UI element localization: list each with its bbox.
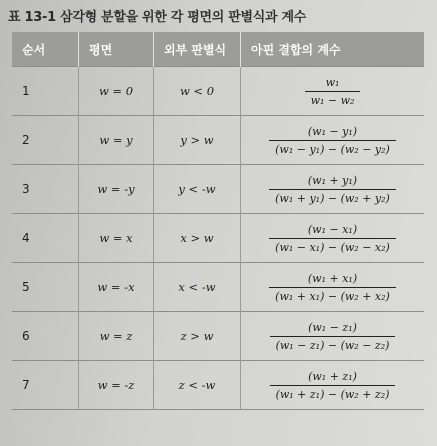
coefficient-fraction [269, 125, 396, 156]
discriminant-cell: x > w [154, 214, 241, 263]
header-discriminant: 외부 판별식 [154, 32, 241, 67]
fraction-numerator: (w₁ + x₁) [307, 271, 358, 285]
table-row [12, 361, 424, 410]
fraction-denominator: (w₁ + y₁) − (w₂ + y₂) [269, 189, 396, 205]
table-caption [8, 6, 306, 25]
fraction-denominator: (w₁ + x₁) − (w₂ + x₂) [269, 287, 396, 303]
coefficient-fraction [269, 272, 396, 303]
order-cell: 3 [12, 165, 79, 214]
discriminant-cell: z > w [154, 312, 241, 361]
fraction-denominator: (w₁ − x₁) − (w₂ − x₂) [269, 238, 396, 254]
coefficient-cell [241, 165, 425, 214]
discriminant-cell: x < -w [154, 263, 241, 312]
coefficient-cell [241, 116, 425, 165]
fraction-denominator: (w₁ + z₁) − (w₂ + z₂) [270, 385, 396, 401]
discriminant-table [12, 32, 424, 410]
header-order: 순서 [12, 32, 79, 67]
fraction-denominator: (w₁ − z₁) − (w₂ − z₂) [270, 336, 396, 352]
fraction-numerator: (w₁ + y₁) [307, 173, 358, 187]
coefficient-cell [241, 361, 425, 410]
coefficient-cell [241, 312, 425, 361]
coefficient-fraction [270, 370, 396, 401]
table-number: 표 13-1 [8, 10, 56, 25]
fraction-numerator: (w₁ + z₁) [308, 369, 357, 383]
plane-cell: w = x [79, 214, 154, 263]
order-cell: 4 [12, 214, 79, 263]
coefficient-fraction [269, 223, 396, 254]
coefficient-fraction [270, 321, 396, 352]
plane-cell: w = y [79, 116, 154, 165]
table-row [12, 312, 424, 361]
order-cell: 2 [12, 116, 79, 165]
discriminant-cell: w < 0 [154, 67, 241, 116]
coefficient-cell [241, 67, 425, 116]
fraction-numerator: (w₁ − x₁) [307, 222, 358, 236]
fraction-denominator: w₁ − w₂ [305, 91, 361, 107]
table-row [12, 263, 424, 312]
table-row [12, 67, 424, 116]
table-title: 삼각형 분할을 위한 각 평면의 판별식과 계수 [60, 10, 307, 25]
table-row [12, 165, 424, 214]
fraction-numerator: w₁ [325, 75, 340, 89]
plane-cell: w = z [79, 312, 154, 361]
header-plane: 평면 [79, 32, 154, 67]
order-cell: 1 [12, 67, 79, 116]
table-row [12, 214, 424, 263]
discriminant-cell: z < -w [154, 361, 241, 410]
coefficient-fraction [305, 76, 361, 107]
fraction-numerator: (w₁ − y₁) [307, 124, 358, 138]
coefficient-cell [241, 263, 425, 312]
coefficient-fraction [269, 174, 396, 205]
header-coefficient: 아핀 결합의 계수 [241, 32, 425, 67]
header-row [12, 32, 424, 67]
order-cell: 5 [12, 263, 79, 312]
fraction-numerator: (w₁ − z₁) [308, 320, 357, 334]
fraction-denominator: (w₁ − y₁) − (w₂ − y₂) [269, 140, 396, 156]
plane-cell: w = -x [79, 263, 154, 312]
plane-cell: w = -y [79, 165, 154, 214]
coefficient-cell [241, 214, 425, 263]
discriminant-cell: y > w [154, 116, 241, 165]
order-cell: 7 [12, 361, 79, 410]
plane-cell: w = 0 [79, 67, 154, 116]
discriminant-cell: y < -w [154, 165, 241, 214]
table-row [12, 116, 424, 165]
order-cell: 6 [12, 312, 79, 361]
plane-cell: w = -z [79, 361, 154, 410]
